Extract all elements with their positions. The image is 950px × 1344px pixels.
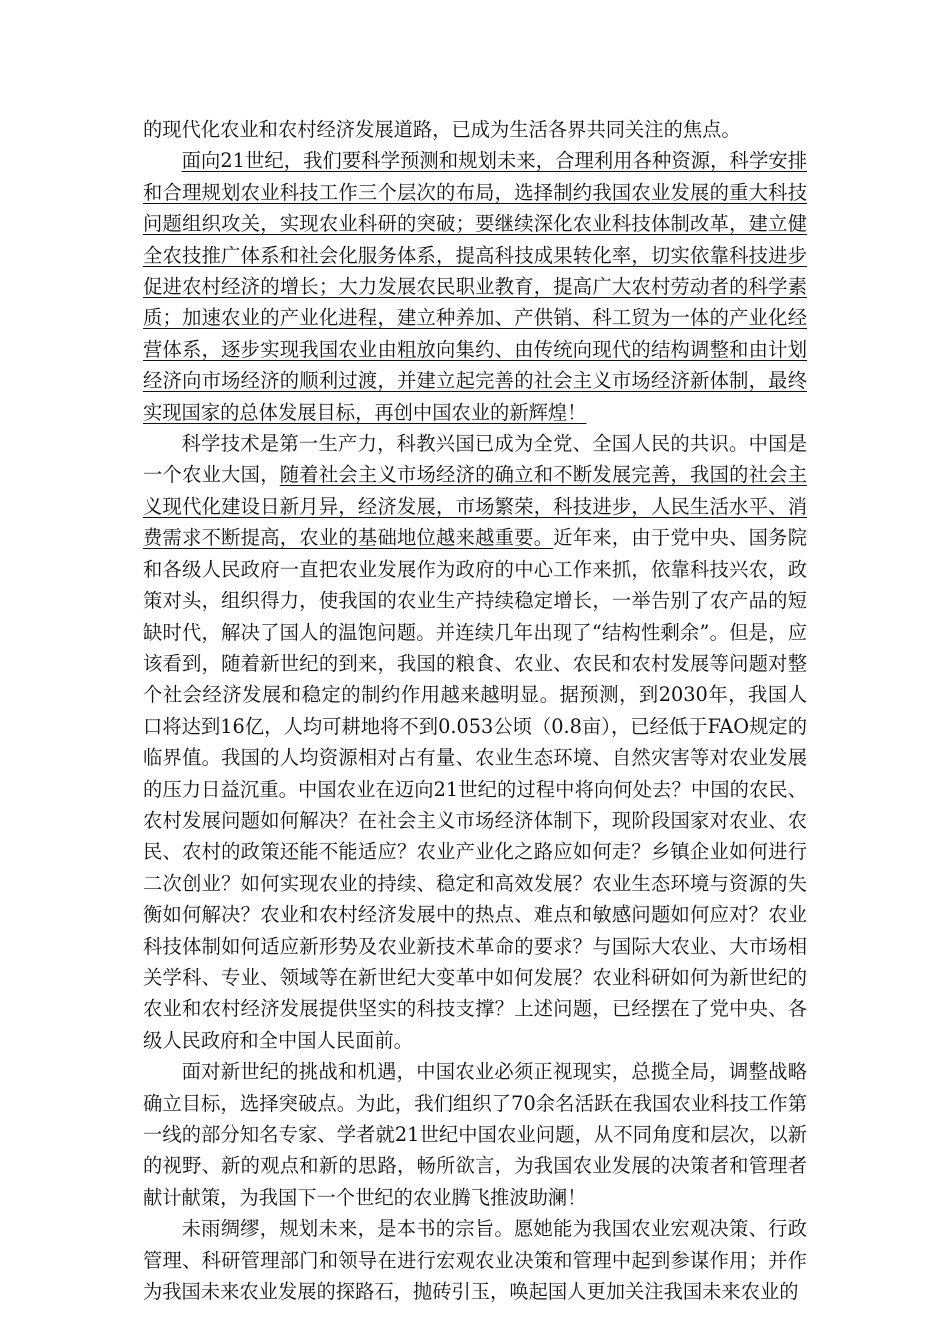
paragraph-3-text: 面对新世纪的挑战和机遇，中国农业必须正视现实，总揽全局，调整战略确立目标，选择突破点。为此，我们组织了70余名活跃在我国农业科技工作第一线的部分知名专家、学者就21世纪中国农业问题，从不同角度和层次，以新的视野、新的观点和新的思路，畅所欲言，为我国农业发展的决策者和管理者献计献策，为我国下一个世纪的农业腾飞推波助澜！ (143, 1060, 807, 1209)
paragraph-2-underlined-text: 随着社会主义市场经济的确立和不断发展完善，我国的社会主义现代化建设日新月异，经济发展，市场繁荣，科技进步，人民生活水平、消费需求不断提高，农业的基础地位越来越重要。 (143, 463, 808, 550)
paragraph-1-underlined-text: 面向21世纪，我们要科学预测和规划未来，合理利用各种资源，科学安排和合理规划农业科技工作三个层次的布局，选择制约我国农业发展的重大科技问题组织攻关，实现农业科研的突破；要继续深化农业科技体制改革，建立健全农技推广体系和社会化服务体系，提高科技成果转化率，切实依靠科技进步促进农村经济的增长；大力发展农民职业教育，提高广大农村劳动者的科学素质；加速农业的产业化进程，建立种养加、产供销、科工贸为一体的产业化经营体系，逐步实现我国农业由粗放向集约、由传统向现代的结构调整和由计划经济向市场经济的顺利过渡，并建立起完善的社会主义市场经济新体制，最终实现国家的总体发展目标，再创中国农业的新辉煌！ (143, 149, 807, 424)
paragraph-3 (143, 1056, 807, 1213)
paragraph-4 (143, 1213, 807, 1307)
paragraph-2-body-text: 近年来，由于党中央、国务院和各级人民政府一直把农业发展作为政府的中心工作来抓，依靠科技兴农，政策对头，组织得力，使我国的农业生产持续稳定增长，一举告别了农产品的短缺时代，解决了国人的温饱问题。并连续几年出现了“结构性剩余”。但是，应该看到，随着新世纪的到来，我国的粮食、农业、农民和农村发展等问题对整个社会经济发展和稳定的制约作用越来越明显。据预测，到2030年，我国人口将达到16亿，人均可耕地将不到0.053公顷（0.8亩），已经低于FAO规定的临界值。我国的人均资源相对占有量、农业生态环境、自然灾害等对农业发展的压力日益沉重。中国农业在迈向21世纪的过程中将向何处去？中国的农民、农村发展问题如何解决？在社会主义市场经济体制下，现阶段国家对农业、农民、农村的政策还能不能适应？农业产业化之路应如何走？乡镇企业如何进行二次创业？如何实现农业的持续、稳定和高效发展？农业生态环境与资源的失衡如何解决？农业和农村经济发展中的热点、难点和敏感问题如何应对？农业科技体制如何适应新形势及农业新技术革命的要求？与国际大农业、大市场相关学科、专业、领域等在新世纪大变革中如何发展？农业科研如何为新世纪的农业和农村经济发展提供坚实的科技支撑？上述问题，已经摆在了党中央、各级人民政府和全中国人民面前。 (143, 526, 808, 1052)
document-body (143, 114, 807, 1307)
paragraph-1 (143, 145, 807, 428)
paragraph-2-intro-text: 科学技术是第一生产力，科教兴国已成为全党、全国人民的共识。中国是一个农业大国， (143, 432, 807, 487)
paragraph-continued (143, 114, 807, 145)
paragraph-4-text: 未雨绸缪，规划未来，是本书的宗旨。愿她能为我国农业宏观决策、行政管理、科研管理部门和领导在进行宏观农业决策和管理中起到参谋作用；并作为我国未来农业发展的探路石，抛砖引玉，唤起国人更加关注我国未来农业的 (143, 1217, 807, 1304)
paragraph-2 (143, 428, 807, 1056)
paragraph-0-text: 的现代化农业和农村经济发展道路，已成为生活各界共同关注的焦点。 (143, 118, 741, 141)
